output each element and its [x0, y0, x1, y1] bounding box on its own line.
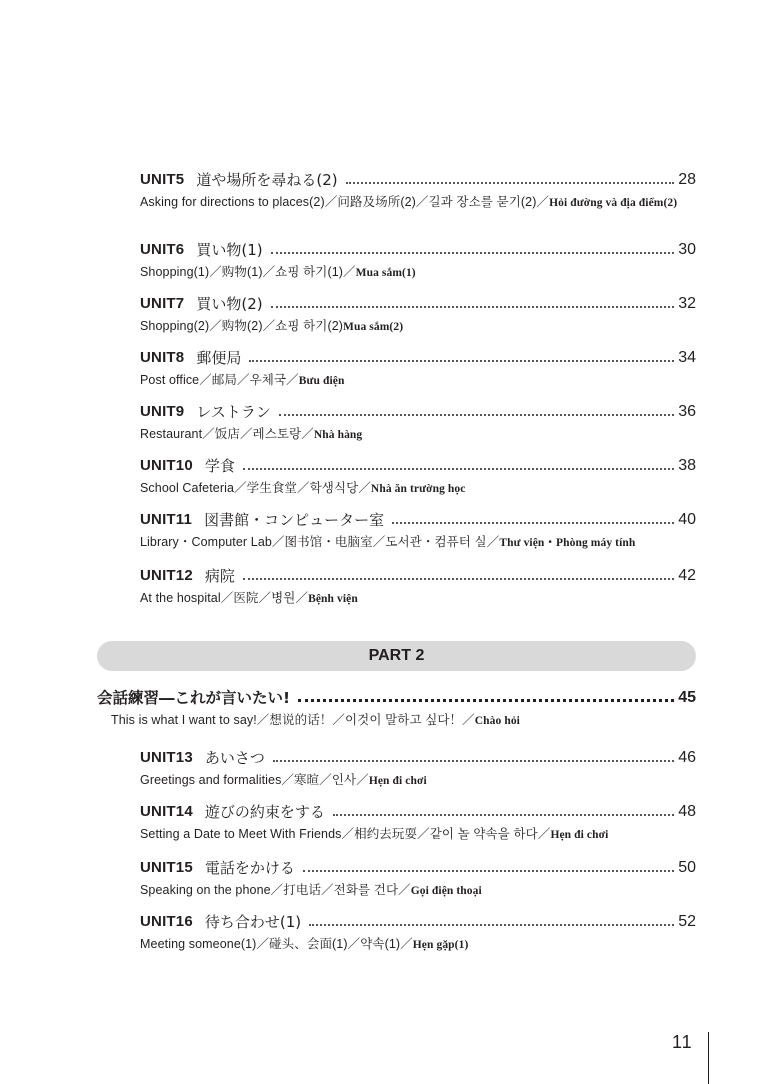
- page-ref: 30: [678, 241, 696, 258]
- leader-dots: [346, 182, 675, 184]
- section-title: 会話練習―これが言いたい!: [97, 689, 291, 707]
- unit-label: UNIT12: [140, 567, 193, 584]
- leader-dots: [303, 870, 674, 872]
- page-ref: 42: [678, 567, 696, 584]
- leader-dots: [392, 522, 674, 524]
- page-ref: 36: [678, 403, 696, 420]
- leader-dots: [333, 814, 674, 816]
- toc-entry-unit12[interactable]: [140, 560, 696, 608]
- vietnamese-title: Thư viện・Phòng máy tính: [499, 537, 636, 549]
- page-ref: 34: [678, 349, 696, 366]
- unit-subtitle: Speaking on the phone／打电话／전화를 건다／Gọi điện thoại: [140, 883, 482, 897]
- unit-label: UNIT13: [140, 749, 193, 766]
- unit-title: 図書館・コンピューター室: [204, 511, 385, 529]
- unit-subtitle: Shopping(1)／购物(1)／쇼핑 하기(1)／Mua sắm(1): [140, 265, 416, 279]
- unit-label: UNIT9: [140, 403, 185, 420]
- unit-subtitle: Greetings and formalities／寒暄／인사／Hẹn đi chơi: [140, 773, 427, 787]
- vietnamese-title: Bưu điện: [298, 375, 345, 387]
- unit-label: UNIT14: [140, 803, 193, 820]
- unit-title: 待ち合わせ(1): [204, 913, 302, 931]
- unit-subtitle: Setting a Date to Meet With Friends／相约去玩耍／같이 놀 약속을 하다／Hẹn đi chơi: [140, 827, 609, 841]
- page-ref: 46: [678, 749, 696, 766]
- page-number: 11: [672, 1032, 693, 1052]
- vietnamese-title: Mua sắm(1): [355, 267, 416, 279]
- unit-subtitle: At the hospital／医院／병원／Bệnh viện: [140, 591, 358, 605]
- page-ref: 52: [678, 913, 696, 930]
- toc-entry-unit6[interactable]: [140, 234, 696, 282]
- leader-dots: [273, 760, 674, 762]
- unit-title: 道や場所を尋ねる(2): [196, 171, 338, 189]
- toc-entry-unit10[interactable]: [140, 450, 696, 498]
- toc-entry-unit14[interactable]: [140, 796, 696, 844]
- unit-subtitle: Restaurant／饭店／레스토랑／Nhà hàng: [140, 427, 363, 441]
- leader-dots: [271, 306, 675, 308]
- leader-dots: [249, 360, 674, 362]
- unit-subtitle: Library・Computer Lab／图书馆・电脑室／도서관・컴퓨터 실／Thư viện・Phòng máy tính: [140, 535, 636, 549]
- leader-dots: [309, 924, 674, 926]
- leader-dots: [243, 578, 674, 580]
- unit-title: 遊びの約束をする: [204, 803, 325, 821]
- toc-entry-unit15[interactable]: [140, 852, 696, 900]
- unit-title: 病院: [204, 567, 235, 585]
- page-ref: 38: [678, 457, 696, 474]
- page-ref: 50: [678, 859, 696, 876]
- page-ref: 32: [678, 295, 696, 312]
- toc-entry-unit13[interactable]: [140, 742, 696, 790]
- vietnamese-title: Chào hỏi: [474, 715, 520, 727]
- toc-entry-unit11[interactable]: [140, 504, 696, 552]
- unit-subtitle: Meeting someone(1)／碰头、会面(1)／약속(1)／Hẹn gặp(1): [140, 937, 469, 951]
- unit-title: レストラン: [196, 403, 271, 421]
- toc-entry-unit8[interactable]: [140, 342, 696, 390]
- section-subtitle: This is what I want to say!／想说的话！／이것이 말하고 싶다！／Chào hỏi: [111, 713, 520, 727]
- unit-title: 電話をかける: [204, 859, 295, 877]
- page-ref: 28: [678, 171, 696, 188]
- vietnamese-title: Hẹn đi chơi: [550, 829, 609, 841]
- part-label: PART 2: [368, 647, 425, 664]
- unit-title: 買い物(1): [196, 241, 263, 259]
- part-2-banner: [97, 641, 696, 671]
- unit-subtitle: Post office／邮局／우체국／Bưu điện: [140, 373, 345, 387]
- unit-title: 郵便局: [196, 349, 242, 367]
- leader-dots: [243, 468, 674, 470]
- page-ref: 40: [678, 511, 696, 528]
- unit-label: UNIT7: [140, 295, 185, 312]
- page-ref: 48: [678, 803, 696, 820]
- vietnamese-title: Bệnh viện: [308, 593, 358, 605]
- vietnamese-title: Hỏi đường và địa điểm(2): [549, 197, 678, 209]
- unit-title: あいさつ: [204, 749, 265, 767]
- unit-subtitle: Asking for directions to places(2)／问路及场所(2)／길과 장소를 묻기(2)／Hỏi đường và địa điểm(2): [140, 195, 678, 209]
- toc-entry-unit16[interactable]: [140, 906, 696, 954]
- unit-label: UNIT8: [140, 349, 185, 366]
- vietnamese-title: Nhà ăn trường học: [370, 483, 466, 495]
- unit-label: UNIT10: [140, 457, 193, 474]
- unit-label: UNIT15: [140, 859, 193, 876]
- toc-section-conversation[interactable]: [97, 682, 696, 730]
- unit-label: UNIT6: [140, 241, 185, 258]
- unit-title: 買い物(2): [196, 295, 263, 313]
- unit-subtitle: School Cafeteria／学生食堂／학생식당／Nhà ăn trường học: [140, 481, 466, 495]
- leader-dots: [279, 414, 674, 416]
- leader-dots: [298, 699, 674, 702]
- toc-entry-unit5[interactable]: [140, 164, 696, 212]
- leader-dots: [271, 252, 675, 254]
- vietnamese-title: Mua sắm(2): [343, 321, 404, 333]
- page-number-rule: [708, 1032, 709, 1084]
- vietnamese-title: Gọi điện thoại: [410, 885, 482, 897]
- unit-label: UNIT16: [140, 913, 193, 930]
- page-ref: 45: [678, 689, 696, 706]
- unit-label: UNIT11: [140, 511, 193, 528]
- vietnamese-title: Nhà hàng: [313, 429, 363, 441]
- unit-label: UNIT5: [140, 171, 185, 188]
- vietnamese-title: Hẹn đi chơi: [368, 775, 427, 787]
- unit-subtitle: Shopping(2)／购物(2)／쇼핑 하기(2)Mua sắm(2): [140, 319, 404, 333]
- vietnamese-title: Hẹn gặp(1): [412, 939, 469, 951]
- unit-title: 学食: [204, 457, 235, 475]
- toc-entry-unit9[interactable]: [140, 396, 696, 444]
- toc-entry-unit7[interactable]: [140, 288, 696, 336]
